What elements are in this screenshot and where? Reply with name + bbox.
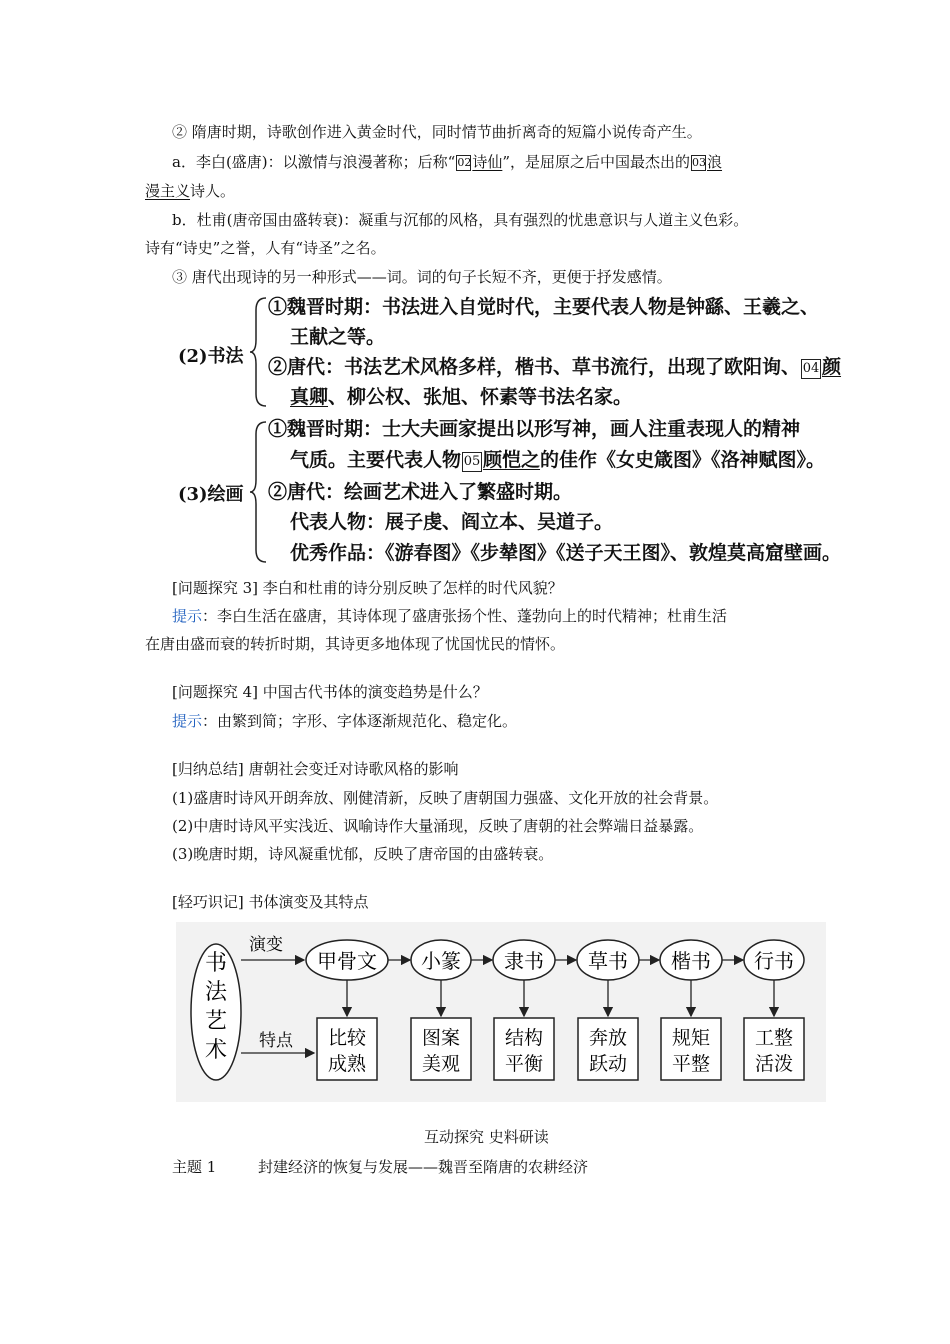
root-char: 艺 (204, 1009, 228, 1034)
painting-line1: ①魏晋时期：士大夫画家提出以形写神，画人注重表现人的精神 (268, 418, 801, 440)
feature-text: 图案 (421, 1027, 461, 1049)
calligraphy-line1: ①魏晋时期：书法进入自觉时代，主要代表人物是钟繇、王羲之、 (268, 296, 820, 318)
libai-text-mid: ”，是屈原之后中国最杰出的 (502, 153, 691, 171)
calligraphy-label: (2)书法 (178, 346, 244, 367)
feature-text: 跃动 (588, 1053, 628, 1075)
topic-1-text: 封建经济的恢复与发展——魏晋至隋唐的农耕经济 (258, 1158, 589, 1176)
root-char: 法 (204, 980, 228, 1005)
root-char: 书 (204, 951, 228, 976)
painting-line5: 优秀作品：《游春图》《步辇图》《送子天王图》、敦煌莫高窟壁画。 (290, 542, 842, 564)
section-title: 互动探究 史料研读 (424, 1128, 549, 1146)
poetry-libai-line2 (145, 181, 235, 201)
answer-langman: 漫主义 (145, 182, 191, 200)
edge-evolution-label: 演变 (249, 935, 283, 955)
answer-gukaizhi: 顾恺之 (483, 449, 541, 471)
topic-1-label: 主题 1 (172, 1158, 217, 1176)
painting-label: (3)绘画 (178, 484, 244, 505)
calligraphy-evolution-diagram (176, 922, 826, 1102)
painting-line2 (290, 447, 825, 473)
feature-text: 美观 (421, 1053, 461, 1075)
feature-text: 活泼 (754, 1053, 794, 1075)
poetry-dufu-line1: b．杜甫(唐帝国由盛转衰)：凝重与沉郁的风格，具有强烈的忧患意识与人道主义色彩。 (172, 211, 749, 229)
hint-text: ：由繁到简；字形、字体逐渐规范化、稳定化。 (202, 712, 518, 730)
poetry-item-3: ③ 唐代出现诗的另一种形式——词。词的句子长短不齐，更便于抒发感情。 (172, 268, 672, 286)
answer-box-02: 02 (457, 156, 472, 169)
script-label: 小篆 (421, 949, 461, 973)
question-4-hint (172, 711, 517, 731)
calligraphy-line3 (268, 354, 841, 380)
question-3-hint-line1 (172, 606, 727, 626)
root-char: 术 (204, 1038, 228, 1063)
summary-point-2: (2)中唐时诗风平实浅近、讽喻诗作大量涌现，反映了唐朝的社会弊端日益暴露。 (172, 817, 704, 835)
question-3-title: [问题探究 3] 李白和杜甫的诗分别反映了怎样的时代风貌？ (172, 579, 563, 597)
answer-box-03: 03 (692, 156, 707, 169)
feature-text: 奔放 (588, 1027, 628, 1049)
summary-point-1: (1)盛唐时诗风开朗奔放、刚健清新，反映了唐朝国力强盛、文化开放的社会背景。 (172, 789, 719, 807)
answer-zhenqing: 真卿 (290, 386, 329, 408)
libai-text-pre: a．李白(盛唐)：以激情与浪漫著称；后称“ (172, 153, 456, 171)
question-3-hint-line2: 在唐由盛而衰的转折时期，其诗更多地体现了忧国忧民的情怀。 (145, 635, 566, 653)
painting-line3: ②唐代：绘画艺术进入了繁盛时期。 (268, 481, 573, 503)
feature-text: 结构 (504, 1027, 544, 1049)
feature-text: 工整 (754, 1027, 794, 1049)
hint-label: 提示 (172, 712, 203, 730)
script-label: 楷书 (671, 949, 711, 973)
poetry-libai-line1 (172, 152, 722, 172)
answer-box-04: 04 (801, 359, 821, 379)
memory-title: [轻巧识记] 书体演变及其特点 (172, 893, 369, 911)
answer-box-05: 05 (462, 452, 482, 472)
script-label: 隶书 (504, 949, 544, 973)
script-label: 草书 (588, 949, 628, 973)
painting-line2-rest: 的佳作《女史箴图》《洛神赋图》。 (540, 449, 826, 471)
painting-brace (248, 420, 270, 564)
poetry-dufu-line2: 诗有“诗史”之誉，人有“诗圣”之名。 (145, 239, 386, 257)
edge-feature-label: 特点 (259, 1031, 293, 1051)
hint-label: 提示 (172, 607, 203, 625)
question-4-title: [问题探究 4] 中国古代书体的演变趋势是什么？ (172, 683, 488, 701)
feature-text: 平整 (671, 1053, 711, 1075)
painting-line4: 代表人物：展子虔、阎立本、吴道子。 (290, 511, 614, 533)
libai-text-end: 诗人。 (190, 182, 236, 200)
summary-point-3: (3)晚唐时期，诗风凝重忧郁，反映了唐帝国的由盛转衰。 (172, 845, 554, 863)
poetry-item-2: ② 隋唐时期，诗歌创作进入黄金时代，同时情节曲折离奇的短篇小说传奇产生。 (172, 123, 702, 141)
painting-line2-text: 气质。主要代表人物 (290, 449, 462, 471)
hint-text: ：李白生活在盛唐，其诗体现了盛唐张扬个性、蓬勃向上的时代精神；杜甫生活 (202, 607, 728, 625)
calligraphy-brace (248, 296, 270, 408)
answer-shixian: 诗仙 (472, 153, 503, 171)
script-label: 甲骨文 (317, 949, 377, 973)
answer-lang: 浪 (707, 153, 723, 171)
calligraphy-line3-text: ②唐代：书法艺术风格多样，楷书、草书流行，出现了欧阳询、 (268, 356, 801, 378)
feature-text: 平衡 (504, 1053, 544, 1075)
feature-text: 成熟 (327, 1053, 367, 1075)
script-label: 行书 (754, 949, 794, 973)
calligraphy-line4 (290, 384, 632, 410)
feature-text: 规矩 (671, 1027, 711, 1049)
calligraphy-line4-text: 、柳公权、张旭、怀素等书法名家。 (328, 386, 633, 408)
summary-title: [归纳总结] 唐朝社会变迁对诗歌风格的影响 (172, 760, 459, 778)
answer-yan: 颜 (822, 356, 842, 378)
feature-text: 比较 (327, 1027, 367, 1049)
calligraphy-line2: 王献之等。 (290, 326, 386, 348)
